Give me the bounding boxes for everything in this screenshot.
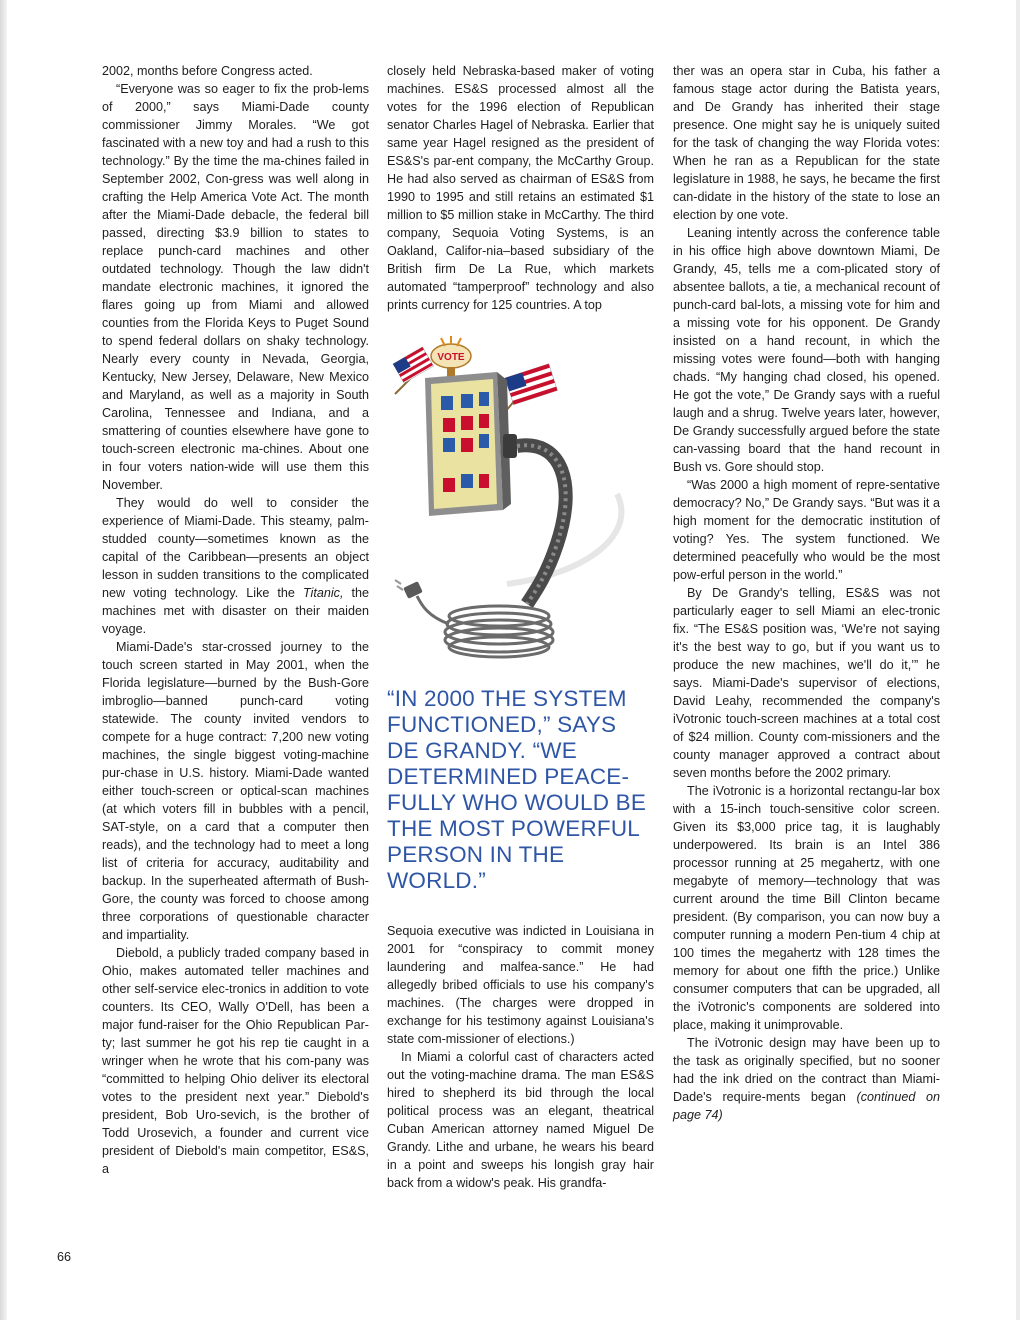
column-1	[102, 62, 369, 1178]
coiled-cord-icon	[445, 606, 553, 657]
paragraph: 2002, months before Congress acted.	[102, 64, 313, 78]
flag-left-icon	[393, 347, 433, 383]
pull-quote: “IN 2000 THE SYSTEM FUNCTIONED,” SAYS DE GRANDY. “WE DETERMINED PEACE-FULLY WHO WOULD BE THE MOST POWERFUL PERSON IN THE WORLD.”	[387, 686, 647, 893]
text-run: the machines met with disaster on their maiden voyage.	[102, 586, 369, 636]
paragraph: In Miami a colorful cast of characters acted out the voting-machine drama. The man ES&S hired to shepherd its bid through the local political process was an elegant, theatrical Cuban American attorney named Miguel De Grandy. Lithe and urbane, he wears his beard in a point and sweeps his longish gray hair back from a widow's peak. His grandfa-	[387, 1050, 654, 1190]
voting-machine-illustration	[387, 334, 654, 664]
text-run: They would do well to consider the experience of Miami-Dade. This steamy, palm-studded county—sometimes known as the capital of the Caribbean—presents an object lesson in sudden transitions to the complicated new voting technology. Like the	[102, 496, 369, 600]
column-3	[673, 62, 940, 1124]
voting-screen-icon	[425, 372, 511, 516]
paragraph	[102, 494, 369, 638]
paragraph	[673, 1034, 940, 1124]
scan-edge-right	[1016, 0, 1020, 1320]
paragraph: The iVotronic is a horizontal rectangu-lar box with a 15-inch touch-sensitive color screen. Given its $3,000 price tag, it is laughably underpowered. Its brain is an Intel 386 processor running at 25 megahertz, with one megabyte of memory—technology that was current around the time Bill Clinton became president. (By comparison, you can now buy a computer running a modern Pen-tium 4 chip at 100 times the megahertz with 128 times the memory for about one fifth the price.) Unlike consumer computers that can be upgraded, all the iVotronic's components are soldered into place, making it unimprovable.	[673, 784, 940, 1032]
paragraph: “Everyone was so eager to fix the prob-lems of 2000,” says Miami-Dade county commissioner Jimmy Morales. “We got fascinated with a new toy and had a rush to this technology.” By the time the ma-chines failed in September 2002, Con-gress was well along in crafting the Help America Vote Act. The month after the Miami-Dade debacle, the federal bill passed, directing $3.9 billion to states to replace punch-card machines and other outdated technology. Though the law didn't mandate electronic machines, it ignored the flares going up from Miami and allowed counties from the Florida Keys to Puget Sound to spend federal dollars on shaky technology. Nearly every county in Nevada, Georgia, Kentucky, New Jersey, Delaware, New Mexico and Maryland, as well as a majority in South Carolina, Tennessee and Indiana, and a smattering of counties elsewhere have gone to touch-screen electronic ma-chines. About one in four voters nation-wide will use them this November.	[102, 82, 369, 492]
continued-on-page-link[interactable]: (continued on page 74)	[673, 1090, 940, 1122]
vote-sign-text: VOTE	[437, 352, 465, 363]
paragraph: “Was 2000 a high moment of repre-sentative democracy? No,” De Grandy says. “But was it a high moment for the democratic institution of voting? Yes. The system functioned. We determined peacefully who would be the most pow-erful person in the world.”	[673, 478, 940, 582]
power-plug-icon	[395, 580, 449, 624]
paragraph: ther was an opera star in Cuba, his father a famous stage actor during the Batista years, and De Grandy has inherited their stage presence. One might say he is uniquely suited for the task of changing the way Florida votes: When he ran as a Republican for the state legislature in 1988, he says, he became the first can-didate in the history of the state to lose an election by one vote.	[673, 64, 940, 222]
column-2	[387, 62, 654, 1192]
scan-edge-left	[0, 0, 7, 1320]
italic-title: Titanic,	[302, 586, 344, 600]
flag-right-icon	[505, 364, 557, 405]
vote-sign-icon	[431, 336, 471, 377]
paragraph: closely held Nebraska-based maker of voting machines. ES&S processed almost all the votes for the 1996 election of Republican senator Charles Hagel of Nebraska. Earlier that same year Hagel resigned as the president of ES&S's par-ent company, the McCarthy Group. He had also served as chairman of ES&S from 1990 to 1995 and still retains an estimated $1 million to $5 million stake in McCarthy. The third company, Sequoia Voting Systems, is an Oakland, Califor-nia–based subsidiary of the British firm De La Rue, which markets automated “tamperproof” technology and also prints currency for 125 countries. A top	[387, 64, 654, 312]
voting-machine-illustration-svg	[387, 334, 654, 664]
paragraph: By De Grandy's telling, ES&S was not particularly eager to sell Miami an elec-tronic fix. “The ES&S position was, ‘We're not saying it's the best way to go, but if you want us to produce the new machines, we'll do it,’” he says. Miami-Dade's supervisor of elections, David Leahy, recommended the company's iVotronic touch-screen machines at a total cost of $24 million. County com-missioners and the county manager approved a contract about seven months before the 2002 primary.	[673, 586, 940, 780]
paragraph: Miami-Dade's star-crossed journey to the touch screen started in May 2001, when the Florida legislature—burned by the Bush-Gore imbroglio—banned punch-card voting statewide. The county invited vendors to compete for a huge contract: 7,200 new voting machines, the single biggest voting-machine pur-chase in U.S. history. Miami-Dade wanted either touch-screen or optical-scan machines (at which voters fill in bubbles with a pencil, SAT-style, on a card that a computer then reads), and the technology had to meet a long list of criteria for accuracy, auditability and backup. In the superheated aftermath of Bush-Gore, the county was forced to choose among three corporations of questionable character and impartiality.	[102, 640, 369, 942]
paragraph: Leaning intently across the conference table in his office high above downtown Miami, De Grandy, 45, tells me a com-plicated story of absentee ballots, a tie, a mechanical recount of punch-card bal-lots, a missing vote for him and a missing vote for his opponent. De Grandy insisted on a hand recount, in which the missing votes were found—both with hanging chads. “My hanging chad closed, his opened. He got the vote,” De Grandy says with a rueful laugh and a shrug. Twelve years later, however, De Grandy successfully argued before the state can-vassing board that the hand recount in Bush vs. Gore should stop.	[673, 226, 940, 474]
connector	[503, 434, 517, 458]
paragraph: Diebold, a publicly traded company based in Ohio, makes automated teller machines and other self-service elec-tronics in addition to vote counters. Its CEO, Wally O'Dell, has been a major fund-raiser for the Ohio Republican Par-ty; last summer he got his rep tie caught in a wringer when he wrote that his com-pany was “committed to helping Ohio deliver its electoral votes to the president next year.” Diebold's president, Bob Uro-sevich, is the brother of Todd Urosevich, a founder and current vice president of Diebold's main competitor, ES&S, a	[102, 946, 369, 1176]
text-run: The iVotronic design may have been up to the task as originally specified, but no sooner had the ink dried on the contract than Miami-Dade's require-ments began	[673, 1036, 940, 1104]
paragraph: Sequoia executive was indicted in Louisiana in 2001 for “conspiracy to commit money laundering and malfea-sance.” He had allegedly bribed officials to use his company's machines. (The charges were dropped in exchange for his testimony against Louisiana's state com-missioner of elections.)	[387, 924, 654, 1046]
page-number: 66	[57, 1250, 72, 1264]
